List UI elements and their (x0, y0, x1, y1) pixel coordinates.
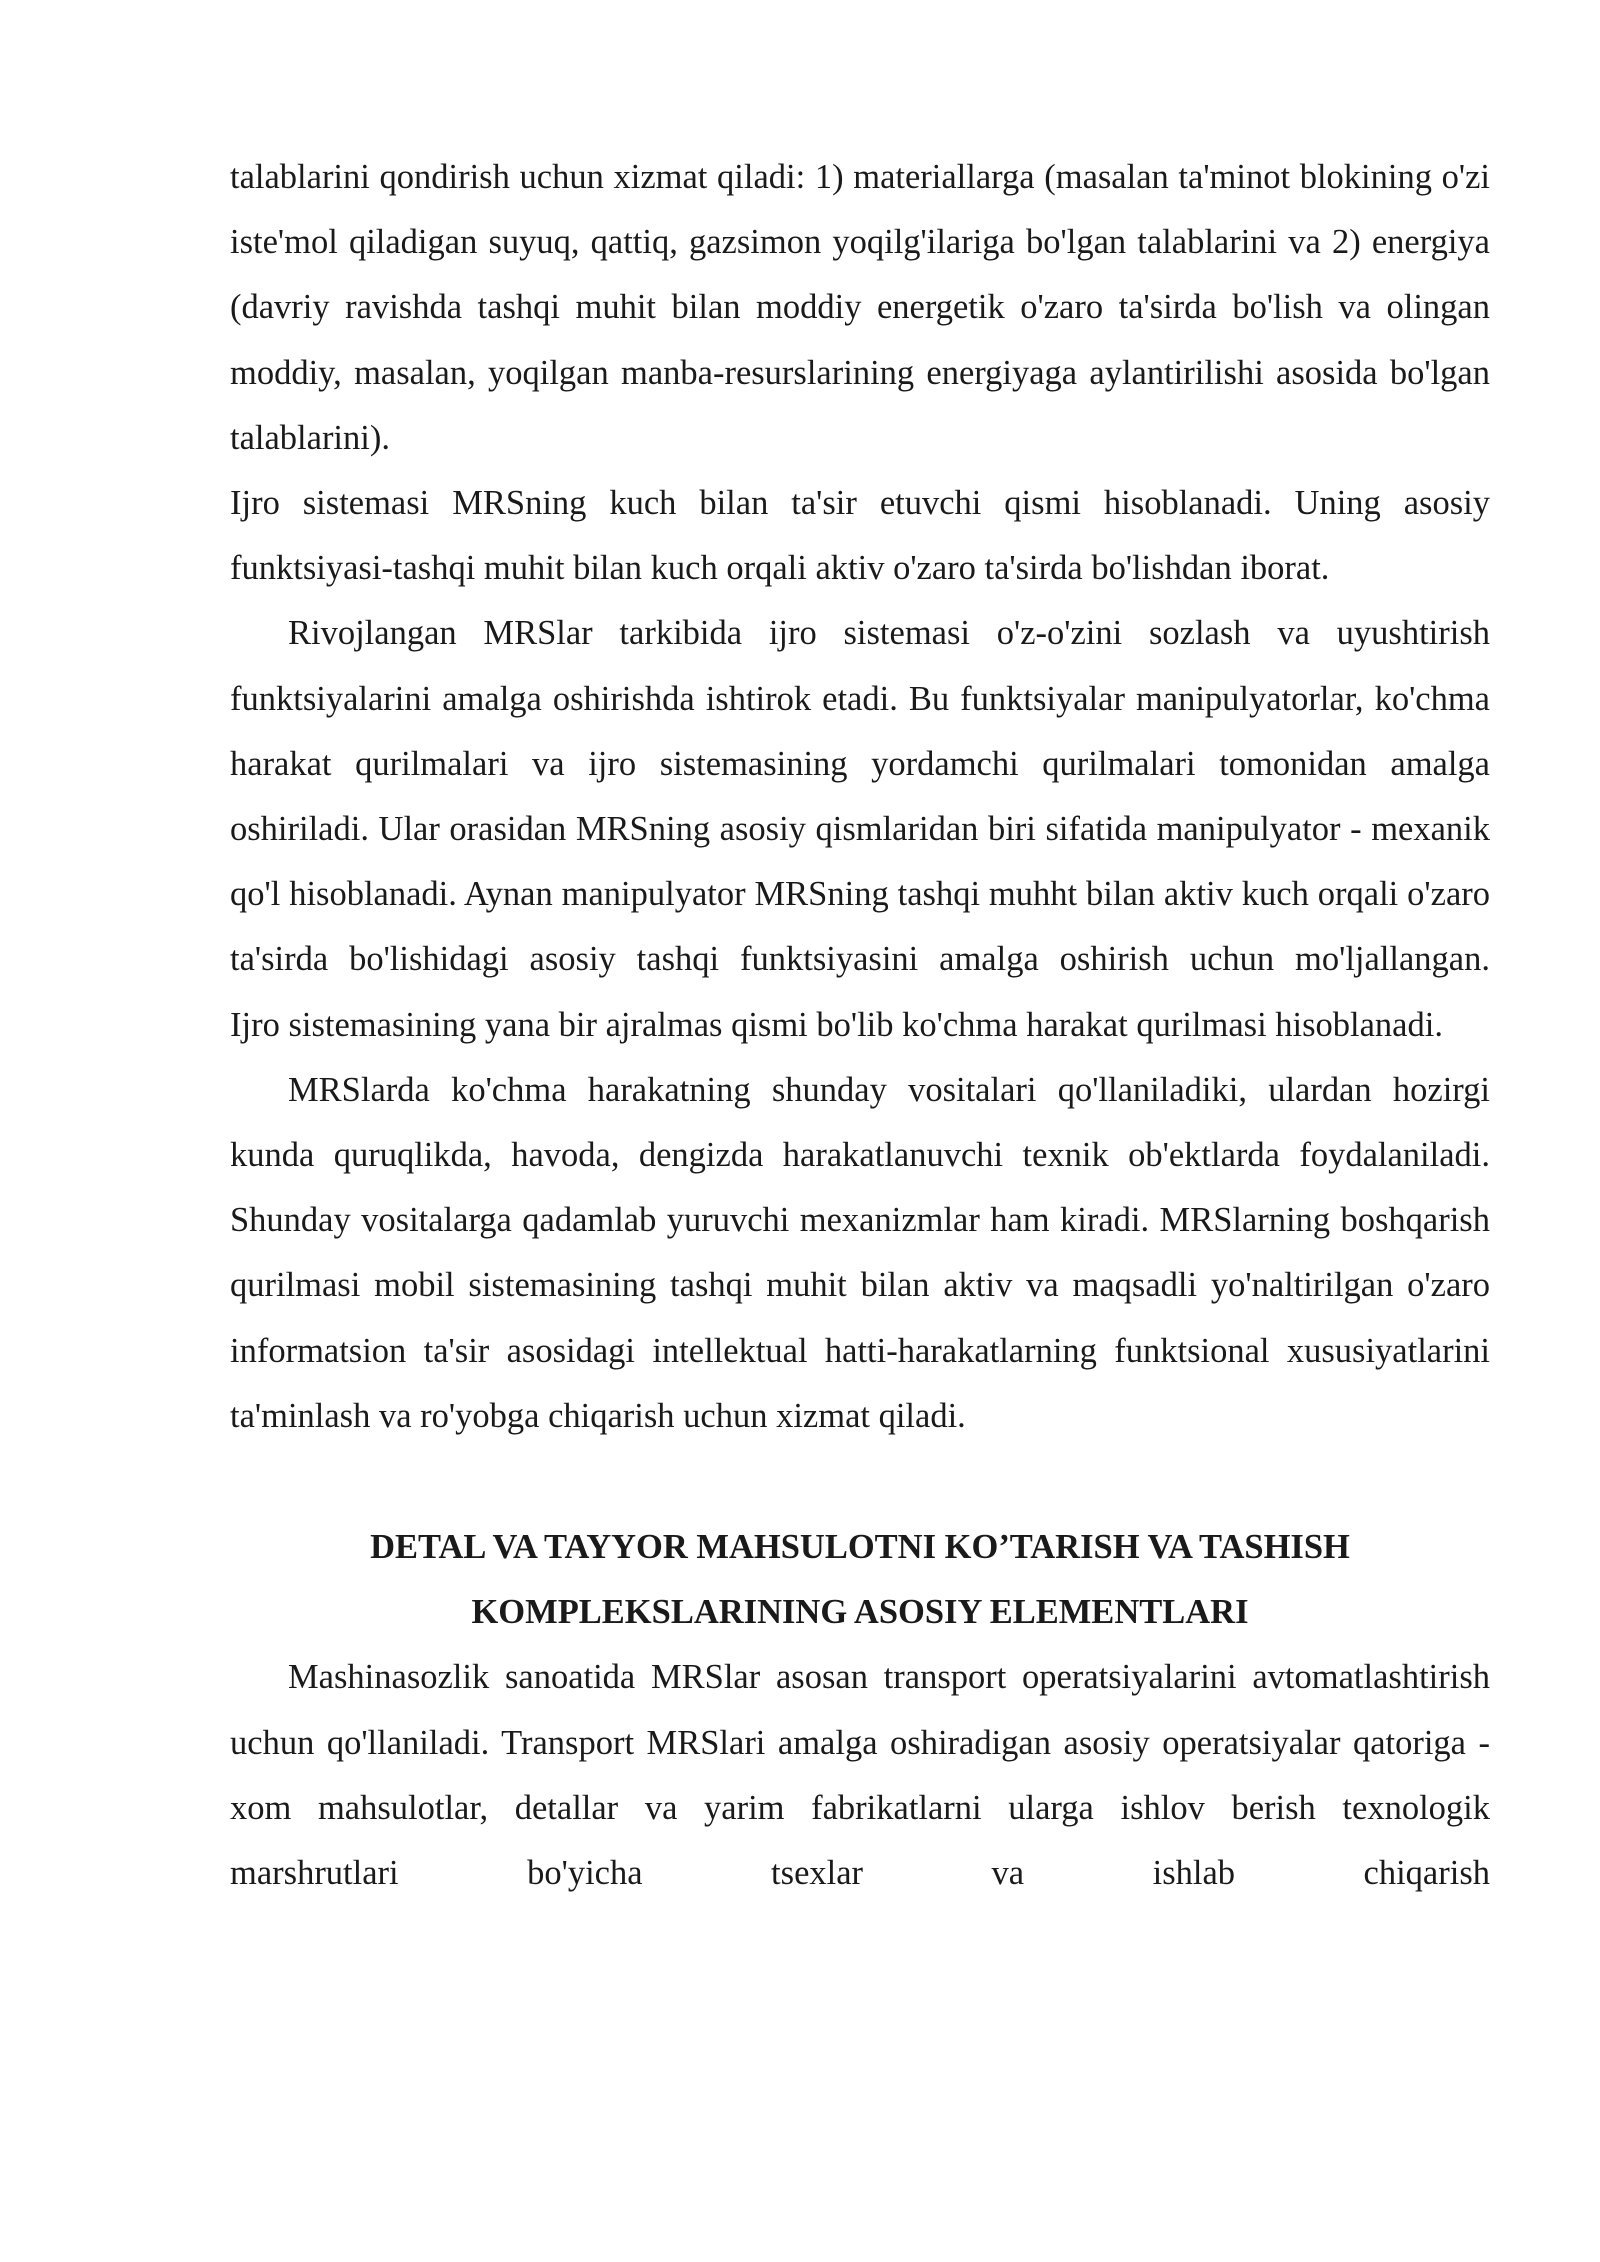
paragraph-mobile-device: Ijro sistemasining yana bir ajralmas qismi bo'lib ko'chma harakat qurilmasi hisoblanadi. (230, 1005, 1443, 1044)
paragraph-transport-mrs: Mashinasozlik sanoatida MRSlar asosan transport operatsiyalarini avtomatlashtirish uchun qo'llaniladi. Transport MRSlari amalga oshiradigan asosiy operatsiyalar qatoriga -xom mahsulotlar, detallar va yarim fabrikatlarni ularga ishlov berish texnologik marshrutlari bo'yicha tsexlar va ishlab chiqarish (230, 1658, 1490, 1893)
paragraph-advanced-mrs: Rivojlangan MRSlar tarkibida ijro sistemasi o'z-o'zini sozlash va uyushtirish funktsiyalarini amalga oshirishda ishtirok etadi. Bu funktsiyalar manipulyatorlar, ko'chma harakat qurilmalari va ijro sistemasining yordamchi qurilmalari tomonidan amalga oshiriladi. Ular orasidan MRSning asosiy qismlaridan biri sifatida manipulyator - mexanik qo'l hisoblanadi. Aynan manipulyator MRSning tashqi muhht bilan aktiv kuch orqali o'zaro ta'sirda bo'lishidagi asosiy tashqi funktsiyasini amalga oshirish uchun mo'ljallangan. (230, 614, 1490, 979)
section-heading (230, 1515, 1490, 1645)
document-page (230, 145, 1490, 1906)
paragraph-requirements: talablarini qondirish uchun xizmat qiladi: 1) materiallarga (masalan ta'minot blokining o'zi iste'mol qiladigan suyuq, qattiq, gazsimon yoqilg'ilariga bo'lgan talablarini va 2) energiya (davriy ravishda tashqi muhit bilan moddiy energetik o'zaro ta'sirda bo'lish va olingan moddiy, masalan, yoqilgan manba-resurslarining energiyaga aylantirilishi asosida bo'lgan talablarini). (230, 158, 1490, 457)
paragraph-execution-system: Ijro sistemasi MRSning kuch bilan ta'sir etuvchi qismi hisoblanadi. Uning asosiy funktsiyasi-tashqi muhit bilan kuch orqali aktiv o'zaro ta'sirda bo'lishdan iborat. (230, 484, 1490, 588)
section-heading-line-2: KOMPLEKSLARINING ASOSIY ELEMENTLARI (471, 1593, 1249, 1632)
paragraph-mobility-means: MRSlarda ko'chma harakatning shunday vositalari qo'llaniladiki, ulardan hozirgi kunda quruqlikda, havoda, dengizda harakatlanuvchi texnik ob'ektlarda foydalaniladi. Shunday vositalarga qadamlab yuruvchi mexanizmlar ham kiradi. MRSlarning boshqarish qurilmasi mobil sistemasining tashqi muhit bilan aktiv va maqsadli yo'naltirilgan o'zaro informatsion ta'sir asosidagi intellektual hatti-harakatlarning funktsional xususiyatlarini ta'minlash va ro'yobga chiqarish uchun xizmat qiladi. (230, 1070, 1490, 1435)
section-heading-line-1: DETAL VA TAYYOR MAHSULOTNI KO’TARISH VA TASHISH (370, 1528, 1350, 1567)
